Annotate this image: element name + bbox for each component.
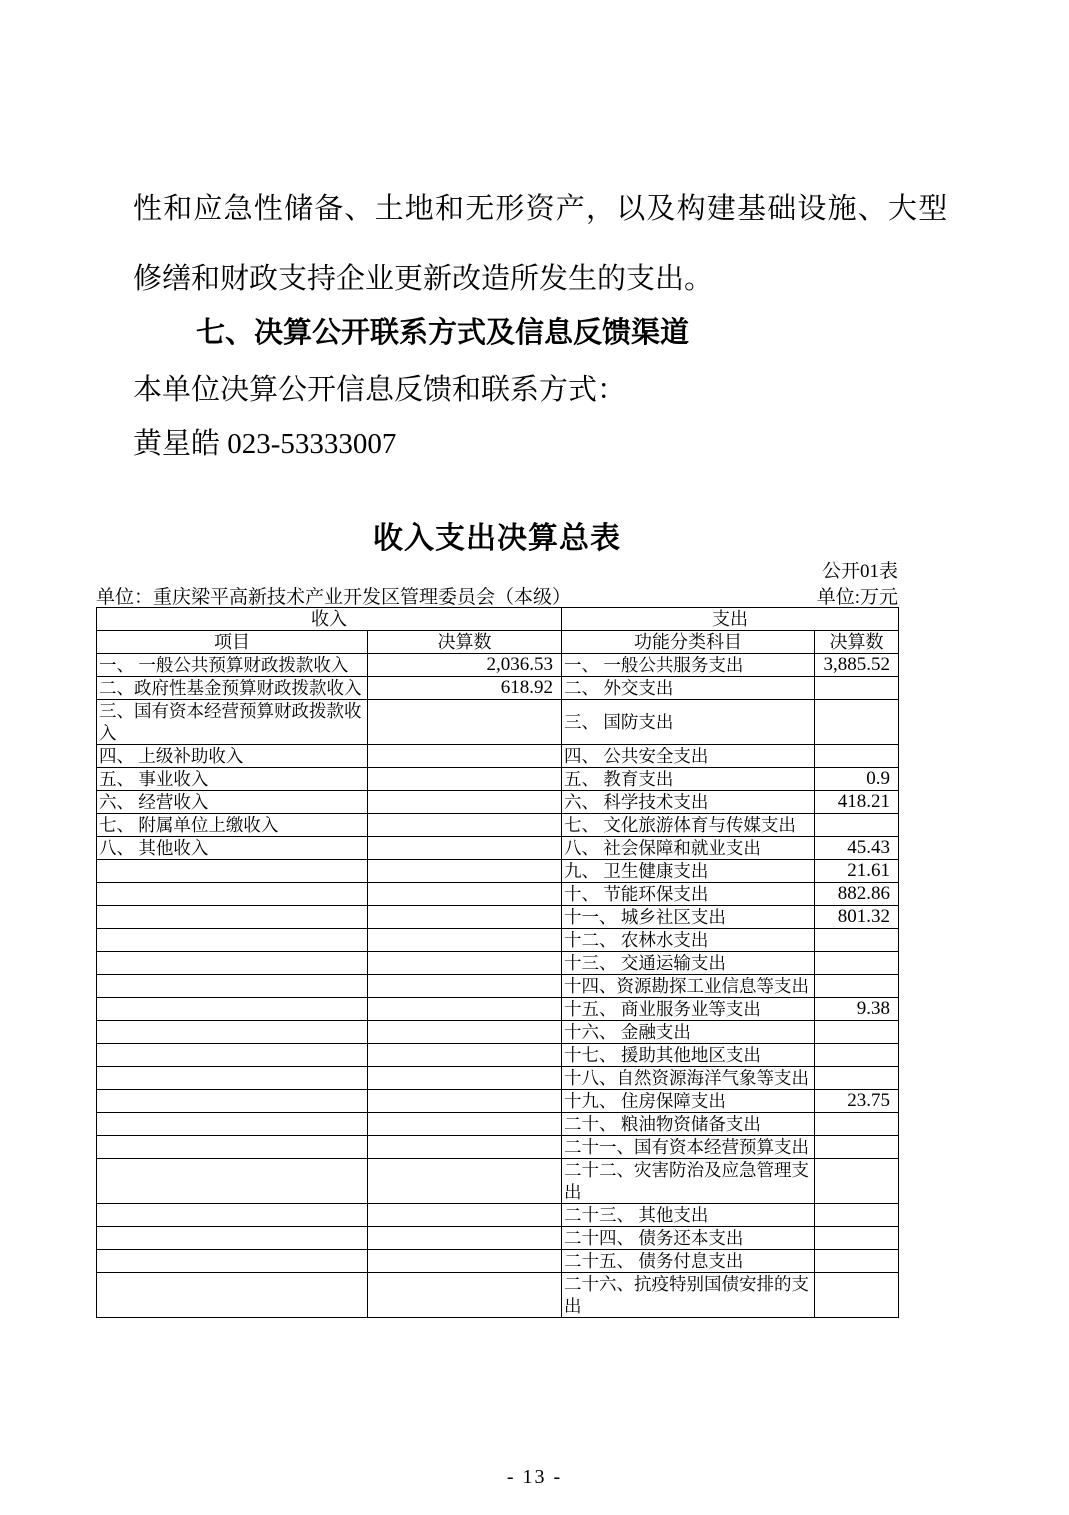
expenditure-item-cell: 四、 公共安全支出 (562, 745, 815, 768)
income-amount-cell (368, 1044, 562, 1067)
group-header-row (97, 608, 899, 631)
income-item-cell (97, 906, 368, 929)
expenditure-amount-cell: 801.32 (815, 906, 899, 929)
expenditure-amount-cell (815, 1273, 899, 1318)
income-item-cell (97, 1090, 368, 1113)
expenditure-item-cell: 三、 国防支出 (562, 700, 815, 745)
expenditure-amount-cell: 3,885.52 (815, 654, 899, 677)
expenditure-item-cell: 十六、 金融支出 (562, 1021, 815, 1044)
income-item-cell (97, 952, 368, 975)
income-item-cell: 一、 一般公共预算财政拨款收入 (97, 654, 368, 677)
expenditure-amount-cell (815, 1067, 899, 1090)
table-row (97, 929, 899, 952)
income-amount-cell (368, 1136, 562, 1159)
income-item-cell (97, 1250, 368, 1273)
table-row (97, 1021, 899, 1044)
contact-info-line: 黄星皓 023-53333007 (133, 428, 397, 460)
table-row (97, 1159, 899, 1204)
table-row (97, 860, 899, 883)
expenditure-amount-cell (815, 975, 899, 998)
income-item-cell (97, 1067, 368, 1090)
income-item-cell: 三、国有资本经营预算财政拨款收入 (97, 700, 368, 745)
income-item-cell: 七、 附属单位上缴收入 (97, 814, 368, 837)
expenditure-amount-cell: 418.21 (815, 791, 899, 814)
expenditure-amount-cell: 45.43 (815, 837, 899, 860)
income-amount-cell (368, 998, 562, 1021)
expenditure-amount-cell (815, 1136, 899, 1159)
income-amount-cell (368, 906, 562, 929)
table-row (97, 1273, 899, 1318)
table-row (97, 1250, 899, 1273)
income-item-cell (97, 1204, 368, 1227)
income-amount-cell (368, 700, 562, 745)
expenditure-amount-cell (815, 1044, 899, 1067)
expenditure-item-cell: 二十一、国有资本经营预算支出 (562, 1136, 815, 1159)
table-row (97, 768, 899, 791)
expenditure-item-cell: 二十、 粮油物资储备支出 (562, 1113, 815, 1136)
income-amount-cell (368, 814, 562, 837)
expenditure-item-cell: 一、 一般公共服务支出 (562, 654, 815, 677)
income-item-cell: 四、 上级补助收入 (97, 745, 368, 768)
income-amount-cell (368, 1273, 562, 1318)
table-row (97, 814, 899, 837)
table-row (97, 952, 899, 975)
col-header-income-amount: 决算数 (368, 631, 562, 654)
paragraph-line-1: 性和应急性储备、土地和无形资产，以及构建基础设施、大型 (133, 193, 949, 225)
income-amount-cell (368, 1067, 562, 1090)
income-amount-cell (368, 1090, 562, 1113)
table-row (97, 998, 899, 1021)
income-amount-cell: 618.92 (368, 677, 562, 700)
expenditure-item-cell: 十七、 援助其他地区支出 (562, 1044, 815, 1067)
income-group-header: 收入 (97, 608, 562, 631)
col-header-expenditure-item: 功能分类科目 (562, 631, 815, 654)
section-heading: 七、决算公开联系方式及信息反馈渠道 (196, 317, 690, 349)
table-meta-row (96, 582, 898, 609)
expenditure-amount-cell (815, 814, 899, 837)
expenditure-amount-cell: 23.75 (815, 1090, 899, 1113)
expenditure-item-cell: 十一、 城乡社区支出 (562, 906, 815, 929)
income-item-cell (97, 1159, 368, 1204)
income-amount-cell (368, 1250, 562, 1273)
expenditure-item-cell: 十四、资源勘探工业信息等支出 (562, 975, 815, 998)
table-row (97, 1227, 899, 1250)
expenditure-amount-cell (815, 1204, 899, 1227)
expenditure-item-cell: 十九、 住房保障支出 (562, 1090, 815, 1113)
income-amount-cell (368, 975, 562, 998)
income-amount-cell (368, 791, 562, 814)
expenditure-item-cell: 六、 科学技术支出 (562, 791, 815, 814)
column-header-row (97, 631, 899, 654)
income-item-cell (97, 1044, 368, 1067)
expenditure-item-cell: 八、 社会保障和就业支出 (562, 837, 815, 860)
expenditure-amount-cell (815, 677, 899, 700)
expenditure-item-cell: 十、 节能环保支出 (562, 883, 815, 906)
expenditure-amount-cell (815, 1159, 899, 1204)
income-item-cell (97, 975, 368, 998)
table-row (97, 1067, 899, 1090)
income-item-cell: 八、 其他收入 (97, 837, 368, 860)
expenditure-amount-cell (815, 1250, 899, 1273)
income-item-cell (97, 929, 368, 952)
income-amount-cell (368, 1159, 562, 1204)
income-amount-cell (368, 745, 562, 768)
expenditure-item-cell: 五、 教育支出 (562, 768, 815, 791)
income-amount-cell (368, 952, 562, 975)
expenditure-amount-cell (815, 1021, 899, 1044)
col-header-income-item: 项目 (97, 631, 368, 654)
expenditure-item-cell: 十二、 农林水支出 (562, 929, 815, 952)
income-item-cell: 二、政府性基金预算财政拨款收入 (97, 677, 368, 700)
expenditure-amount-cell: 21.61 (815, 860, 899, 883)
income-item-cell (97, 883, 368, 906)
income-item-cell (97, 860, 368, 883)
income-amount-cell (368, 883, 562, 906)
col-header-expenditure-amount: 决算数 (815, 631, 899, 654)
paragraph-line-2: 修缮和财政支持企业更新改造所发生的支出。 (133, 263, 714, 295)
table-row (97, 1090, 899, 1113)
expenditure-amount-cell: 882.86 (815, 883, 899, 906)
table-row (97, 1204, 899, 1227)
expenditure-item-cell: 二十六、抗疫特别国债安排的支出 (562, 1273, 815, 1318)
expenditure-item-cell: 二十五、 债务付息支出 (562, 1250, 815, 1273)
table-row (97, 837, 899, 860)
table-row (97, 975, 899, 998)
table-row (97, 677, 899, 700)
income-item-cell (97, 1227, 368, 1250)
expenditure-item-cell: 二十四、 债务还本支出 (562, 1227, 815, 1250)
income-amount-cell (368, 1021, 562, 1044)
income-item-cell (97, 1021, 368, 1044)
expenditure-item-cell: 二、 外交支出 (562, 677, 815, 700)
income-amount-cell (368, 768, 562, 791)
unit-name-label: 单位：重庆梁平高新技术产业开发区管理委员会（本级） (96, 587, 572, 608)
table-row (97, 654, 899, 677)
expenditure-amount-cell (815, 952, 899, 975)
expenditure-amount-cell (815, 929, 899, 952)
expenditure-item-cell: 七、 文化旅游体育与传媒支出 (562, 814, 815, 837)
expenditure-item-cell: 九、 卫生健康支出 (562, 860, 815, 883)
expenditure-amount-cell (815, 1113, 899, 1136)
table-row (97, 1113, 899, 1136)
income-amount-cell (368, 929, 562, 952)
income-amount-cell (368, 1204, 562, 1227)
expenditure-amount-cell: 0.9 (815, 768, 899, 791)
income-item-cell (97, 998, 368, 1021)
expenditure-amount-cell: 9.38 (815, 998, 899, 1021)
table-row (97, 883, 899, 906)
income-item-cell: 五、 事业收入 (97, 768, 368, 791)
income-item-cell (97, 1113, 368, 1136)
table-code-label: 公开01表 (821, 561, 898, 582)
income-amount-cell (368, 1113, 562, 1136)
table-row (97, 791, 899, 814)
expenditure-item-cell: 十八、自然资源海洋气象等支出 (562, 1067, 815, 1090)
expenditure-amount-cell (815, 700, 899, 745)
income-amount-cell (368, 1227, 562, 1250)
income-amount-cell (368, 860, 562, 883)
expenditure-amount-cell (815, 745, 899, 768)
contact-intro-line: 本单位决算公开信息反馈和联系方式： (133, 374, 627, 406)
income-item-cell: 六、 经营收入 (97, 791, 368, 814)
expenditure-group-header: 支出 (562, 608, 899, 631)
income-amount-cell: 2,036.53 (368, 654, 562, 677)
unit-measure-label: 单位:万元 (816, 587, 898, 608)
income-item-cell (97, 1136, 368, 1159)
table-body (97, 654, 899, 1318)
expenditure-amount-cell (815, 1227, 899, 1250)
table-row (97, 906, 899, 929)
expenditure-item-cell: 十三、 交通运输支出 (562, 952, 815, 975)
summary-table (96, 607, 899, 1318)
table-title: 收入支出决算总表 (373, 522, 621, 555)
table-row (97, 1044, 899, 1067)
income-item-cell (97, 1273, 368, 1318)
page-number: - 13 - (506, 1466, 563, 1488)
table-row (97, 745, 899, 768)
expenditure-item-cell: 二十二、灾害防治及应急管理支出 (562, 1159, 815, 1204)
expenditure-item-cell: 二十三、 其他支出 (562, 1204, 815, 1227)
table-header-group (97, 608, 899, 654)
income-amount-cell (368, 837, 562, 860)
table-row (97, 1136, 899, 1159)
table-row (97, 700, 899, 745)
expenditure-item-cell: 十五、 商业服务业等支出 (562, 998, 815, 1021)
